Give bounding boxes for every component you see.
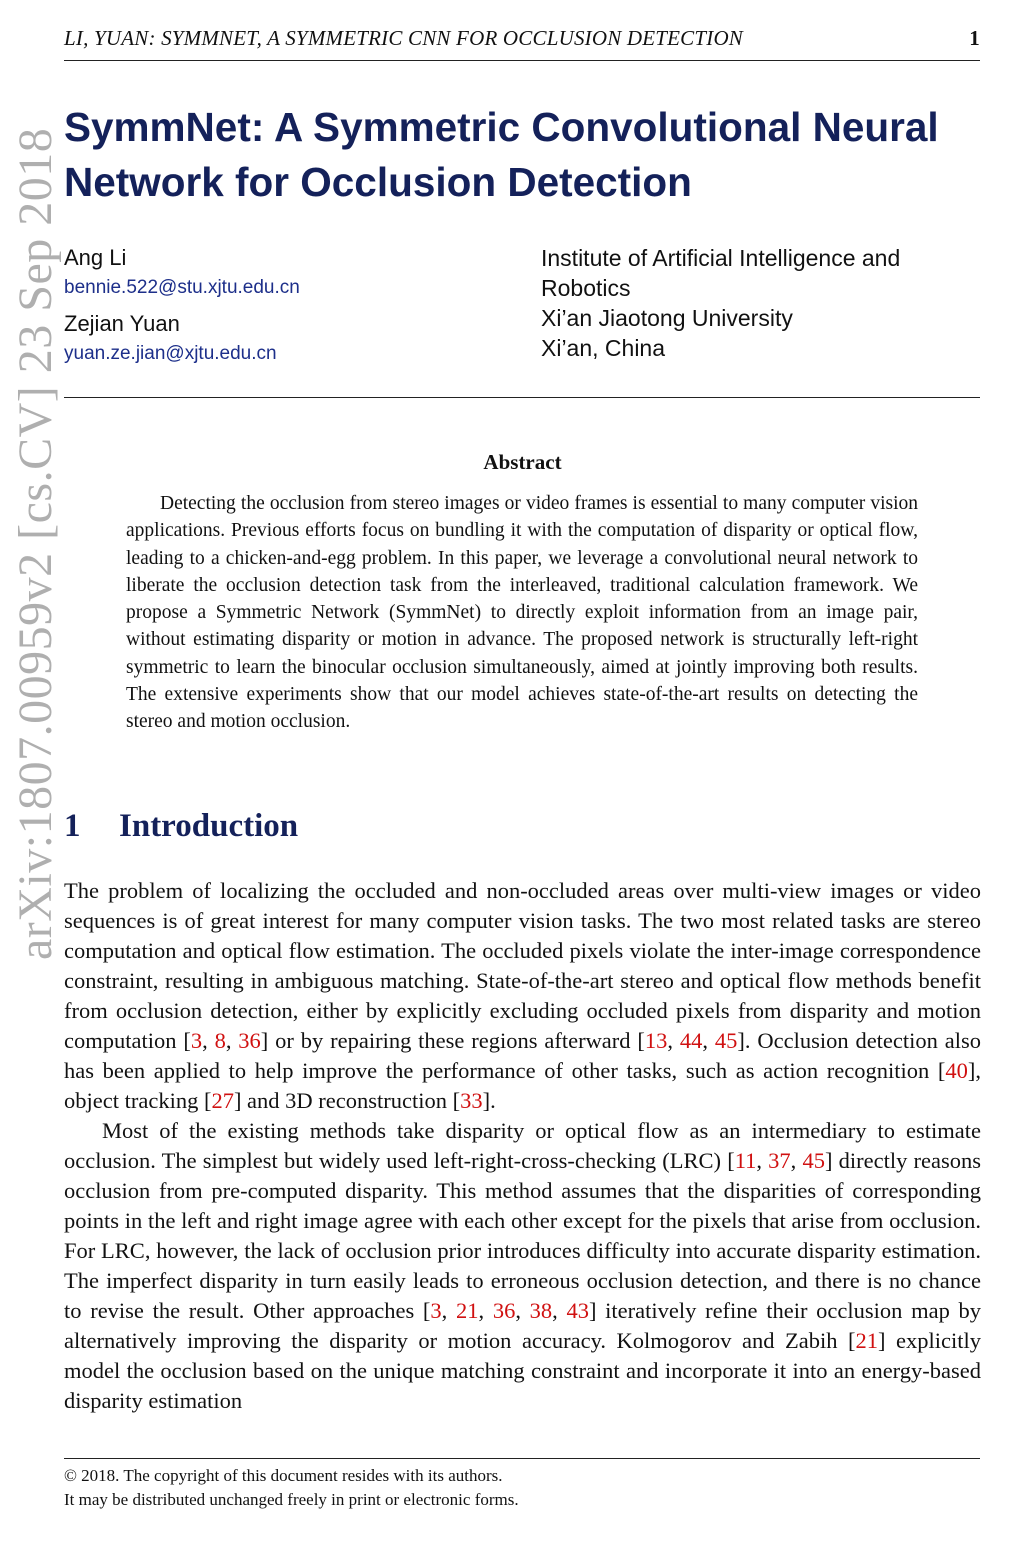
citation-link[interactable]: 3 [430,1298,442,1323]
author-email-link[interactable]: bennie.522@stu.xjtu.edu.cn [64,277,300,298]
author-name: Zejian Yuan [64,311,180,336]
footnote-line: © 2018. The copyright of this document resides with its authors. [64,1466,503,1485]
text-run: , [225,1028,239,1053]
affiliation-line: Institute of Artificial Intelligence and [541,245,901,271]
section-number: 1 [64,808,81,844]
paragraph [64,876,981,1116]
section-heading [64,808,298,845]
section-title: Introduction [119,808,299,844]
abstract-text: Detecting the occlusion from stereo images or video frames is essential to many computer vision applications. Previous efforts focus on bundling it with the computation of disparity or optical flow, leading to a chicken-and-egg problem. In this paper, we leverage a convolutional neural network to liberate the occlusion detection task from the interleaved, traditional calculation framework. We propose a Symmetric Network (SymmNet) to directly exploit information from an image pair, without estimating disparity or motion in advance. The proposed network is structurally left-right symmetric to learn the binocular occlusion simultaneously, aimed at jointly improving both results. The extensive experiments show that our model achieves state-of-the-art results on detecting the stereo and motion occlusion. [126,493,918,733]
text-run: , [667,1028,680,1053]
text-run: ] or by repairing these regions afterward [ [260,1028,645,1053]
header-divider [64,397,980,398]
citation-link[interactable]: 38 [529,1298,553,1323]
text-run: Most of the existing methods take disparity or optical flow as an intermediary to estimate occlusion. The simplest but widely used left-right-cross-checking (LRC) [ [64,1118,981,1173]
citation-link[interactable]: 36 [492,1298,516,1323]
text-run: , [702,1028,715,1053]
citation-link[interactable]: 37 [768,1148,791,1173]
citation-link[interactable]: 44 [679,1028,703,1053]
abstract-heading: Abstract [483,450,562,474]
citation-link[interactable]: 40 [945,1058,968,1083]
footnote-line: It may be distributed unchanged freely in print or electronic forms. [64,1490,519,1509]
citation-link[interactable]: 13 [644,1028,668,1053]
page-number: 1 [969,26,980,50]
copyright-footnote [64,1464,519,1512]
text-run: , [478,1298,493,1323]
text-run: ]. [482,1088,496,1113]
affiliation-block [541,243,981,363]
text-run: The problem of localizing the occluded and non-occluded areas over multi-view images or video sequences is of great interest for many computer vision tasks. The two most related tasks are stereo computation and optical flow estimation. The occluded pixels violate the inter-image correspondence constraint, resulting in ambiguous matching. State-of-the-art stereo and optical flow methods benefit from occlusion detection, either by explicitly excluding occluded pixels from disparity and motion computation [ [64,878,981,1053]
citation-link[interactable]: 43 [566,1298,589,1323]
text-run: , [790,1148,803,1173]
text-run: , [441,1298,456,1323]
text-run: ] directly reasons occlusion from pre-computed disparity. This method assumes that the disparities of corresponding points in the left and right image agree with each other except for the pixels that arise from occlusion. For LRC, however, the lack of occlusion prior introduces difficulty into accurate disparity estimation. The imperfect disparity in turn easily leads to erroneous occlusion detection, and there is no chance to revise the result. Other approaches [ [64,1148,981,1323]
author-email-link[interactable]: yuan.ze.jian@xjtu.edu.cn [64,343,277,364]
text-run: ] iteratively refine their occlusion map by alternatively improving the disparity or motion accuracy. Kolmogorov and Zabih [ [64,1298,982,1353]
affiliation-line: Robotics [541,275,631,301]
text-run: ] and 3D reconstruction [ [233,1088,461,1113]
affiliation-line: Xi’an Jiaotong University [541,305,793,331]
citation-link[interactable]: 27 [211,1088,234,1113]
text-run: , [756,1148,769,1173]
text-run: ] explicitly model the occlusion based on the unique matching constraint and incorporate it into an energy-based disparity estimation [64,1328,981,1413]
paragraph [64,1116,981,1416]
running-head-text: LI, YUAN: SYMMNET, A SYMMETRIC CNN FOR OCCLUSION DETECTION [64,26,744,50]
citation-link[interactable]: 3 [190,1028,203,1053]
citation-link[interactable]: 21 [456,1298,479,1323]
citation-link[interactable]: 8 [214,1028,226,1053]
citation-link[interactable]: 33 [460,1088,483,1113]
author-name: Ang Li [64,245,127,270]
citation-link[interactable]: 11 [734,1148,757,1173]
author-block [64,243,300,375]
citation-link[interactable]: 21 [855,1328,879,1353]
text-run: ]. Occlusion detection also has been applied to help improve the performance of other tasks, such as action recognition [ [64,1028,982,1083]
citation-link[interactable]: 45 [714,1028,738,1053]
text-run: , [552,1298,567,1323]
citation-link[interactable]: 45 [802,1148,825,1173]
running-head [64,26,980,61]
body-text [64,876,981,1416]
text-run: , [515,1298,530,1323]
citation-link[interactable]: 36 [238,1028,261,1053]
text-run: ], object tracking [ [64,1058,981,1113]
affiliation-line: Xi’an, China [541,335,666,361]
paper-title: SymmNet: A Symmetric Convolutional Neural Network for Occlusion Detection [64,104,939,205]
text-run: , [202,1028,215,1053]
footnote-divider [64,1458,980,1459]
arxiv-watermark: arXiv:1807.00959v2 [cs.CV] 23 Sep 2018 [9,127,62,960]
